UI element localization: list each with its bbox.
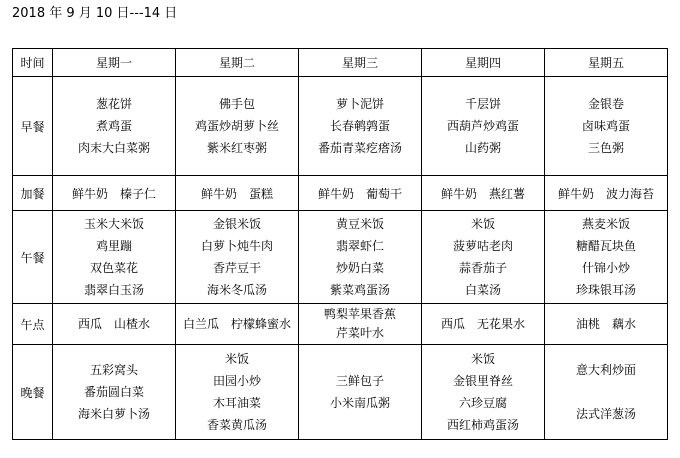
menu-item: 佛手包 — [218, 97, 255, 111]
menu-item: 白兰瓜 柠檬蜂蜜水 — [182, 316, 291, 331]
menu-item: 蒜香茄子 — [458, 261, 507, 275]
menu-item: 肉末大白菜粥 — [77, 141, 150, 155]
menu-cell-dinner-mon — [53, 345, 176, 440]
meal-label: 早餐 — [13, 77, 53, 176]
header-day-tue: 星期二 — [176, 49, 299, 77]
menu-item: 千层饼 — [464, 97, 501, 111]
menu-cell-breakfast-mon — [53, 77, 176, 176]
menu-cell-lunch-thu — [422, 211, 545, 304]
menu-item: 萝卜泥饼 — [335, 97, 384, 111]
menu-cell-lunch-tue — [176, 211, 299, 304]
menu-row-dinner — [13, 345, 668, 440]
menu-item: 鲜牛奶 榛子仁 — [71, 186, 156, 201]
menu-row-snack — [13, 176, 668, 211]
menu-row-afternoon-snack — [13, 304, 668, 345]
menu-item: 米饭 — [224, 352, 249, 366]
menu-item: 紫米红枣粥 — [206, 141, 267, 155]
menu-item: 翡翠白玉汤 — [83, 283, 144, 297]
menu-item: 鲜牛奶 燕红薯 — [440, 186, 525, 201]
menu-item: 卤味鸡蛋 — [581, 119, 630, 133]
header-day-thu: 星期四 — [422, 49, 545, 77]
menu-item: 法式洋葱汤 — [575, 407, 636, 421]
menu-item: 黄豆米饭 — [335, 217, 384, 231]
menu-cell-snack-thu — [422, 176, 545, 211]
menu-item: 番茄圆白菜 — [83, 385, 144, 399]
meal-label: 晚餐 — [13, 345, 53, 440]
header-row — [13, 49, 668, 77]
menu-item: 木耳油菜 — [212, 396, 261, 410]
menu-item: 山药粥 — [464, 141, 501, 155]
menu-item: 菠萝咕老肉 — [452, 239, 513, 253]
menu-item: 香芹豆干 — [212, 261, 261, 275]
header-day-fri: 星期五 — [545, 49, 668, 77]
menu-item: 金银卷 — [587, 97, 624, 111]
menu-item: 西葫芦炒鸡蛋 — [446, 119, 519, 133]
menu-item: 白菜汤 — [464, 283, 501, 297]
menu-item: 煮鸡蛋 — [95, 119, 132, 133]
menu-item: 油桃 藕水 — [575, 316, 636, 331]
menu-cell-dinner-tue — [176, 345, 299, 440]
menu-item: 番茄青菜疙瘩汤 — [317, 141, 402, 155]
menu-item: 金银里脊丝 — [452, 374, 513, 388]
menu-cell-snack-mon — [53, 176, 176, 211]
header-day-mon: 星期一 — [53, 49, 176, 77]
menu-item: 金银米饭 — [212, 217, 261, 231]
menu-item: 紫菜鸡蛋汤 — [329, 283, 390, 297]
menu-item: 米饭 — [470, 217, 495, 231]
menu-item: 白萝卜炖牛肉 — [200, 239, 273, 253]
menu-cell-dinner-wed — [299, 345, 422, 440]
menu-item: 炒奶白菜 — [335, 261, 384, 275]
menu-row-breakfast — [13, 77, 668, 176]
menu-item: 西红柿鸡蛋汤 — [446, 418, 519, 432]
menu-item: 葱花饼 — [95, 97, 132, 111]
menu-item: 米饭 — [470, 352, 495, 366]
menu-item: 玉米大米饭 — [83, 217, 144, 231]
menu-item: 海米白萝卜汤 — [77, 407, 150, 421]
menu-row-lunch — [13, 211, 668, 304]
menu-item: 西瓜 山楂水 — [77, 316, 150, 331]
menu-item: 五彩窝头 — [89, 363, 138, 377]
menu-cell-snack-wed — [299, 176, 422, 211]
menu-cell-breakfast-fri — [545, 77, 668, 176]
menu-item: 鲜牛奶 波力海苔 — [557, 186, 654, 201]
menu-cell-dinner-thu — [422, 345, 545, 440]
menu-cell-afternoon-snack-tue — [176, 304, 299, 345]
menu-item: 糖醋瓦块鱼 — [575, 239, 636, 253]
menu-cell-dinner-fri — [545, 345, 668, 440]
menu-item: 鸭梨苹果香蕉 — [323, 307, 396, 321]
menu-cell-lunch-wed — [299, 211, 422, 304]
meal-label: 午餐 — [13, 211, 53, 304]
meal-label: 加餐 — [13, 176, 53, 211]
menu-item: 芹菜叶水 — [335, 326, 384, 340]
weekly-menu-table — [12, 48, 668, 440]
menu-item: 鸡里蹦 — [95, 239, 132, 253]
menu-item: 鲜牛奶 蛋糕 — [200, 186, 273, 201]
menu-item: 六珍豆腐 — [458, 396, 507, 410]
menu-cell-breakfast-wed — [299, 77, 422, 176]
menu-cell-breakfast-tue — [176, 77, 299, 176]
menu-item: 三鲜包子 — [335, 374, 384, 388]
menu-item: 意大利炒面 — [575, 363, 636, 377]
header-time: 时间 — [13, 49, 53, 77]
page-title: 2018 年 9 月 10 日---14 日 — [12, 6, 178, 21]
menu-cell-afternoon-snack-wed — [299, 304, 422, 345]
meal-label: 午点 — [13, 304, 53, 345]
menu-item: 双色菜花 — [89, 261, 138, 275]
menu-item: 三色粥 — [587, 141, 624, 155]
menu-item: 翡翠虾仁 — [335, 239, 384, 253]
menu-cell-breakfast-thu — [422, 77, 545, 176]
menu-item: 什锦小炒 — [581, 261, 630, 275]
menu-item: 小米南瓜粥 — [329, 396, 390, 410]
menu-item: 海米冬瓜汤 — [206, 283, 267, 297]
menu-item: 长春鹌鹑蛋 — [329, 119, 390, 133]
menu-cell-afternoon-snack-thu — [422, 304, 545, 345]
menu-item: 鲜牛奶 葡萄干 — [317, 186, 402, 201]
menu-cell-afternoon-snack-fri — [545, 304, 668, 345]
header-day-wed: 星期三 — [299, 49, 422, 77]
menu-cell-lunch-fri — [545, 211, 668, 304]
menu-item: 珍珠银耳汤 — [575, 283, 636, 297]
menu-cell-lunch-mon — [53, 211, 176, 304]
menu-item: 香菜黄瓜汤 — [206, 418, 267, 432]
menu-item: 田园小炒 — [212, 374, 261, 388]
menu-cell-snack-tue — [176, 176, 299, 211]
menu-cell-afternoon-snack-mon — [53, 304, 176, 345]
menu-cell-snack-fri — [545, 176, 668, 211]
menu-item: 鸡蛋炒胡萝卜丝 — [194, 119, 279, 133]
menu-item: 西瓜 无花果水 — [440, 316, 525, 331]
menu-item: 燕麦米饭 — [581, 217, 630, 231]
